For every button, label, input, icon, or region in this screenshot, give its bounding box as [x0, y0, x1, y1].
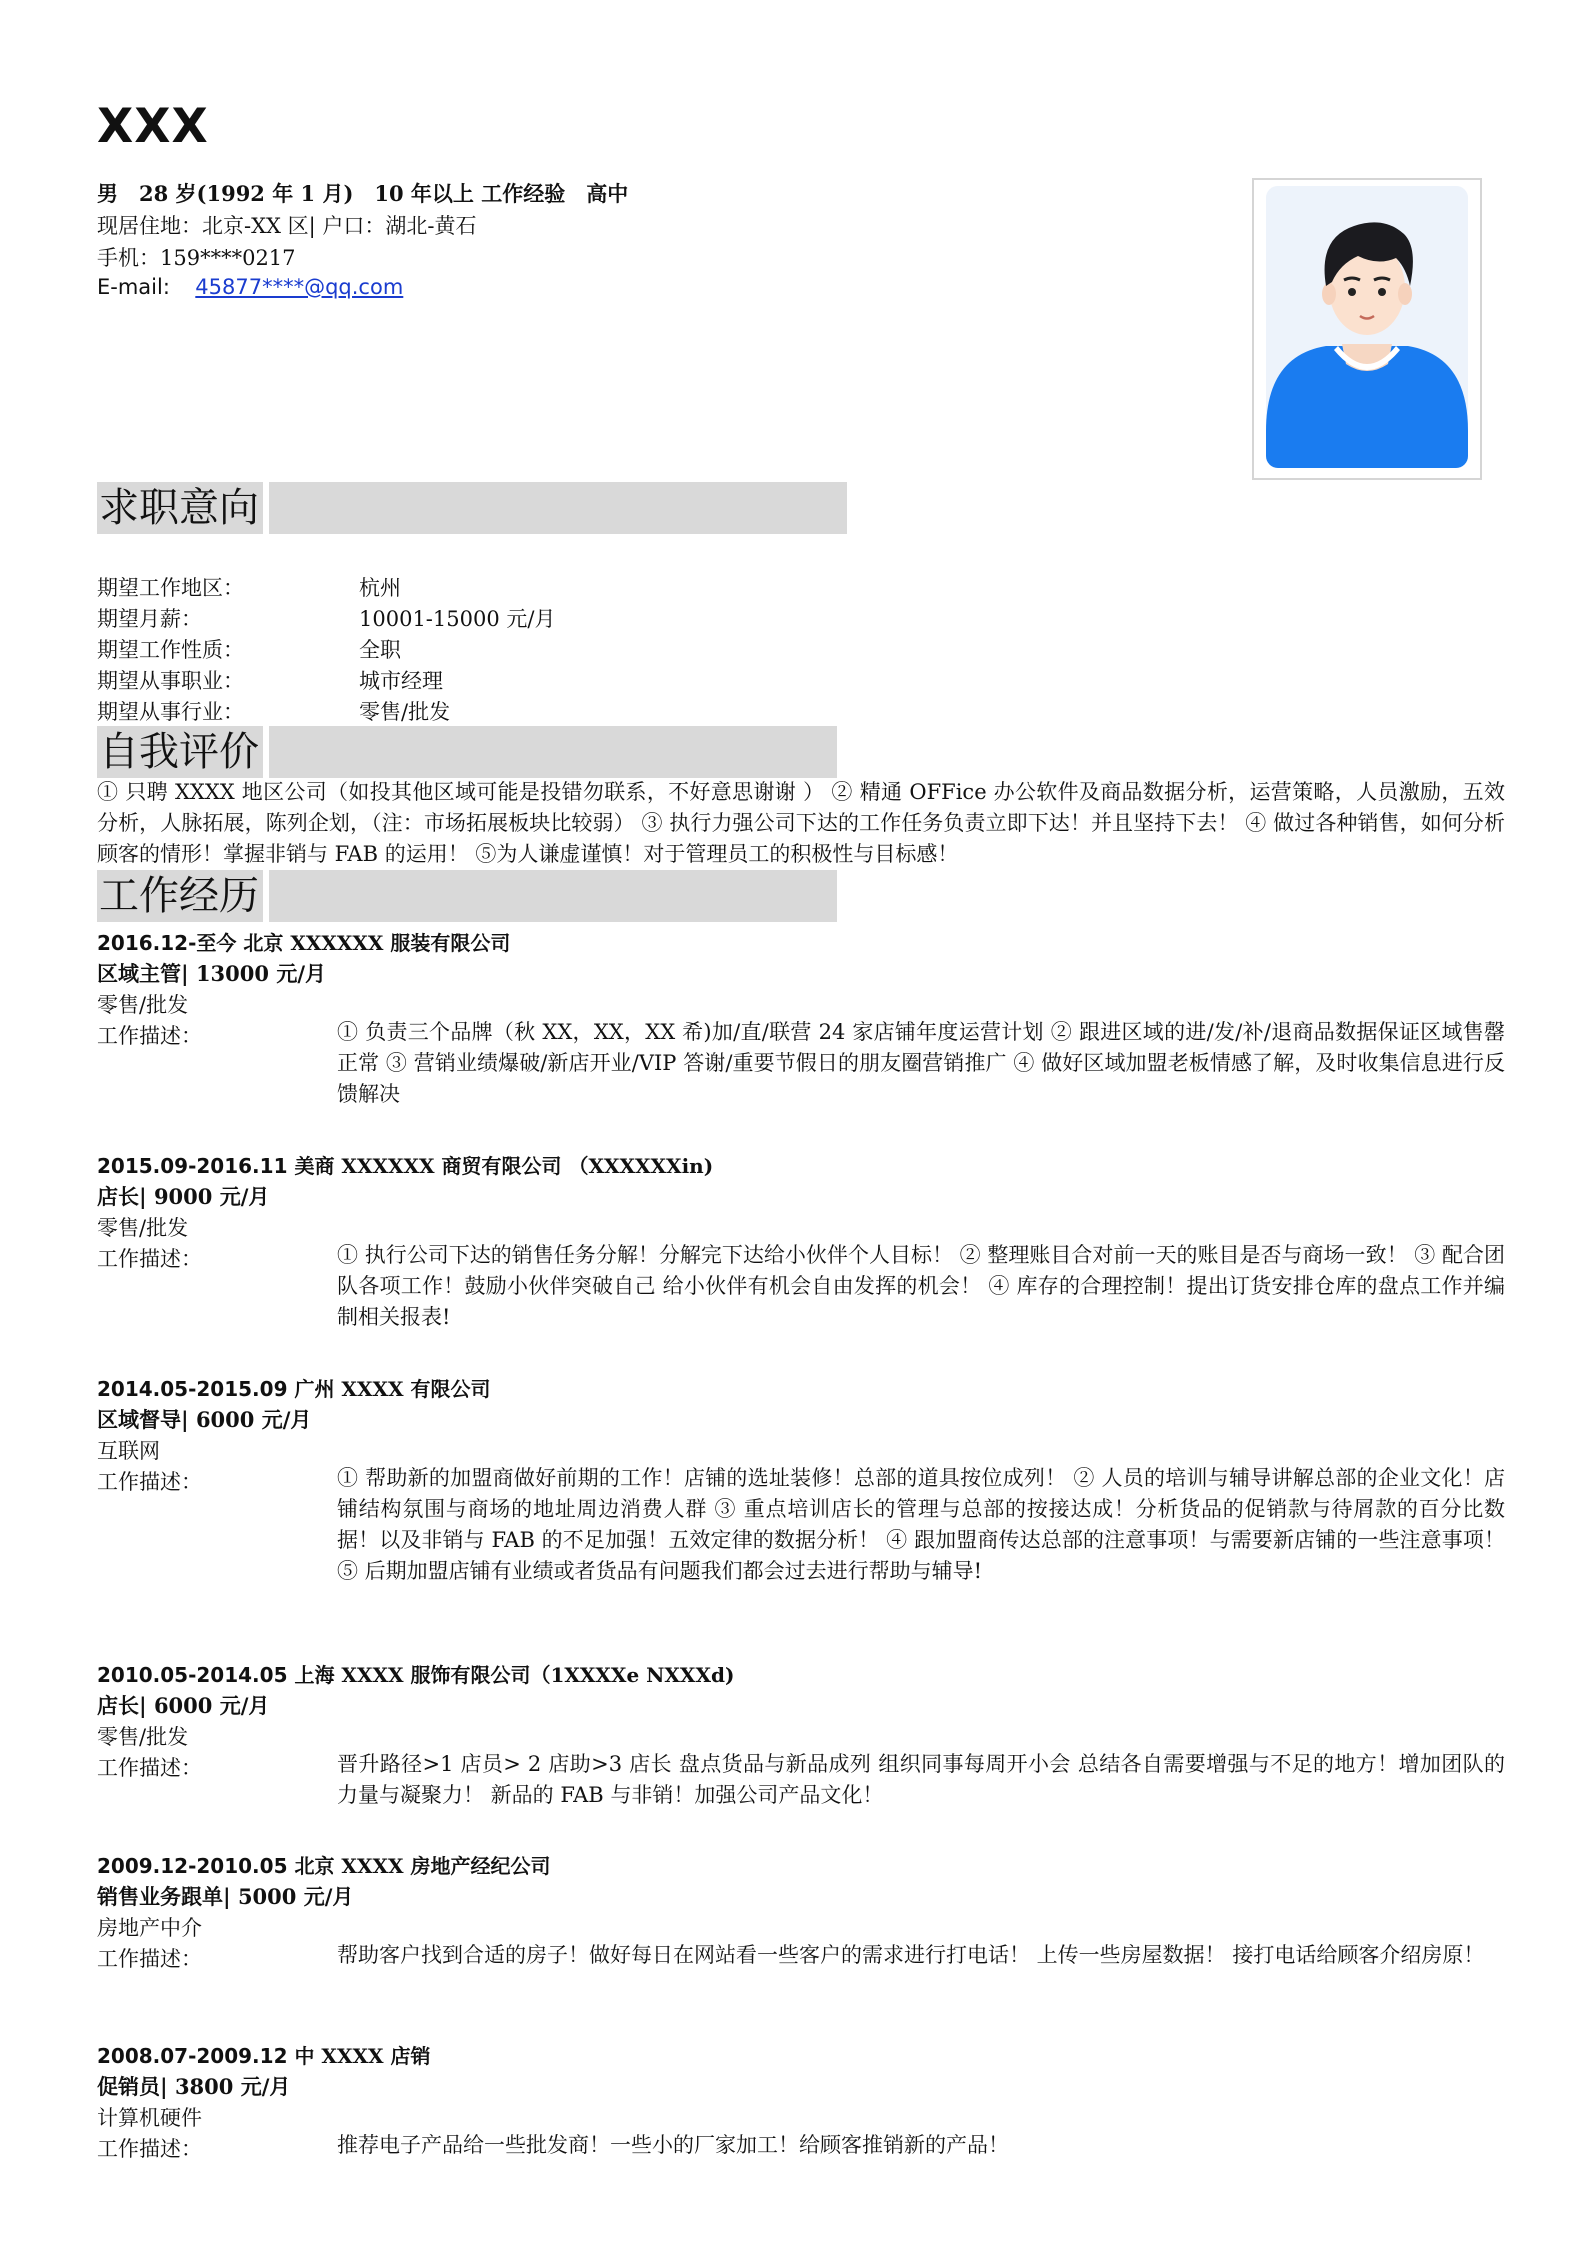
job-industry: 零售/批发 — [97, 1725, 189, 1749]
phone-info: 手机：159****0217 — [97, 246, 296, 270]
intent-value: 零售/批发 — [359, 700, 451, 724]
job-header — [97, 2040, 430, 2069]
job-description: ① 负责三个品牌（秋 XX，XX，XX 希)加/直/联营 24 家店铺年度运营计划 ② 跟进区域的进/发/补/退商品数据保证区域售罄正常 ③ 营销业绩爆破/新店开业/VIP 答谢/重要节假日的朋友圈营销推广 ④ 做好区域加盟老板情感了解，及时收集信息进行反馈解决 — [337, 1020, 1505, 1106]
job-header — [97, 1850, 550, 1879]
section-work — [97, 870, 837, 922]
intent-value: 杭州 — [359, 576, 401, 600]
job-period: 2008.07-2009.12 — [97, 2044, 288, 2068]
intent-row — [97, 572, 401, 602]
job-desc-label: 工作描述： — [97, 1024, 202, 1048]
job-company: 广州 XXXX 有限公司 — [294, 1377, 491, 1401]
job-desc-label: 工作描述： — [97, 1947, 202, 1971]
job-description: ① 帮助新的加盟商做好前期的工作！店铺的选址装修！总部的道具按位成列！ ② 人员的培训与辅导讲解总部的企业文化！店铺结构氛围与商场的地址周边消费人群 ③ 重点培训店长的管理与总部的按接达成！分析货品的促销款与待屑款的百分比数据！以及非销与 FAB 的不足加强！五效定律的数据分析！ ④ 跟加盟商传达总部的注意事项！与需要新店铺的一些注意事项！ ⑤ 后期加盟店铺有业绩或者货品有问题我们都会过去进行帮助与辅导! — [337, 1466, 1505, 1583]
job-title: 区域主管| 13000 元/月 — [97, 961, 326, 986]
section-title-self-eval: 自我评价 — [97, 726, 269, 778]
section-title-job-intent: 求职意向 — [97, 482, 269, 534]
job-header — [97, 927, 510, 956]
intent-row — [97, 603, 556, 633]
job-period: 2014.05-2015.09 — [97, 1377, 288, 1401]
job-description: 晋升路径>1 店员> 2 店助>3 店长 盘点货品与新品成列 组织同事每周开小会 总结各自需要增强与不足的地方！增加团队的力量与凝聚力！ 新品的 FAB 与非销！加强公司产品文化！ — [337, 1752, 1505, 1807]
intent-label: 期望从事职业： — [97, 669, 244, 693]
avatar-icon — [1266, 186, 1468, 468]
job-title: 促销员| 3800 元/月 — [97, 2074, 291, 2099]
intent-label: 期望月薪： — [97, 607, 202, 631]
job-title: 店长| 9000 元/月 — [97, 1184, 270, 1209]
residence-info: 现居住地：北京-XX 区| 户口：湖北-黄石 — [97, 214, 477, 238]
job-period: 2016.12-至今 — [97, 931, 237, 955]
intent-row — [97, 665, 443, 695]
job-header — [97, 1373, 490, 1402]
email-label: E-mail: — [97, 275, 170, 299]
job-header — [97, 1150, 713, 1179]
job-title: 店长| 6000 元/月 — [97, 1693, 270, 1718]
job-header — [97, 1659, 734, 1688]
job-industry: 计算机硬件 — [97, 2106, 202, 2130]
section-title-work: 工作经历 — [97, 870, 269, 922]
job-desc-label: 工作描述： — [97, 1470, 202, 1494]
job-period: 2015.09-2016.11 — [97, 1154, 288, 1178]
section-self-eval — [97, 726, 837, 778]
job-company: 北京 XXXXXX 服装有限公司 — [243, 931, 511, 955]
job-description: 帮助客户找到合适的房子！做好每日在网站看一些客户的需求进行打电话！ 上传一些房屋数据！ 接打电话给顾客介绍房原！ — [337, 1943, 1485, 1967]
job-desc-label: 工作描述： — [97, 1756, 202, 1780]
job-title: 销售业务跟单| 5000 元/月 — [97, 1884, 354, 1909]
job-company: 上海 XXXX 服饰有限公司（1XXXXe NXXXd) — [294, 1663, 735, 1687]
job-industry: 零售/批发 — [97, 1216, 189, 1240]
self-eval-text: ① 只聘 XXXX 地区公司（如投其他区域可能是投错勿联系，不好意思谢谢 ） ② 精通 OFFice 办公软件及商品数据分析，运营策略，人员激励，五效分析，人脉拓展，陈列企划，（注：市场拓展板块比较弱） ③ 执行力强公司下达的工作任务负责立即下达！并且坚持下去！ ④ 做过各种销售，如何分析顾客的情形！掌握非销与 FAB 的运用！ ⑤为人谦虚谨慎！对于管理员工的积极性与目标感！ — [97, 780, 1505, 866]
job-desc-label: 工作描述： — [97, 1247, 202, 1271]
job-industry: 互联网 — [97, 1439, 160, 1463]
job-company: 美商 XXXXXX 商贸有限公司 （XXXXXXin) — [294, 1154, 714, 1178]
intent-value: 城市经理 — [359, 669, 443, 693]
job-company: 北京 XXXX 房地产经纪公司 — [294, 1854, 551, 1878]
email-row — [97, 275, 403, 299]
intent-label: 期望工作地区： — [97, 576, 244, 600]
job-description: 推荐电子产品给一些批发商！一些小的厂家加工！给顾客推销新的产品！ — [337, 2133, 1009, 2157]
job-desc-label: 工作描述： — [97, 2137, 202, 2161]
job-period: 2010.05-2014.05 — [97, 1663, 288, 1687]
job-company: 中 XXXX 店销 — [294, 2044, 431, 2068]
intent-value: 10001-15000 元/月 — [359, 607, 556, 631]
intent-row — [97, 634, 401, 664]
job-title: 区域督导| 6000 元/月 — [97, 1407, 312, 1432]
photo-frame — [1252, 178, 1482, 480]
intent-label: 期望从事行业： — [97, 700, 244, 724]
intent-row — [97, 696, 451, 726]
intent-value: 全职 — [359, 638, 401, 662]
job-description: ① 执行公司下达的销售任务分解！分解完下达给小伙伴个人目标！ ② 整理账目合对前一天的账目是否与商场一致！ ③ 配合团队各项工作！鼓励小伙伴突破自己 给小伙伴有机会自由发挥的机会！ ④ 库存的合理控制！提出订货安排仓库的盘点工作并编制相关报表! — [337, 1243, 1505, 1329]
section-job-intent — [97, 482, 847, 534]
email-link[interactable]: 45877****@qq.com — [195, 275, 404, 299]
job-industry: 房地产中介 — [97, 1916, 202, 1940]
job-period: 2009.12-2010.05 — [97, 1854, 288, 1878]
intent-label: 期望工作性质： — [97, 638, 244, 662]
candidate-name: XXX — [97, 99, 209, 154]
basic-info: 男 28 岁(1992 年 1 月) 10 年以上 工作经验 高中 — [97, 181, 629, 206]
job-industry: 零售/批发 — [97, 993, 189, 1017]
